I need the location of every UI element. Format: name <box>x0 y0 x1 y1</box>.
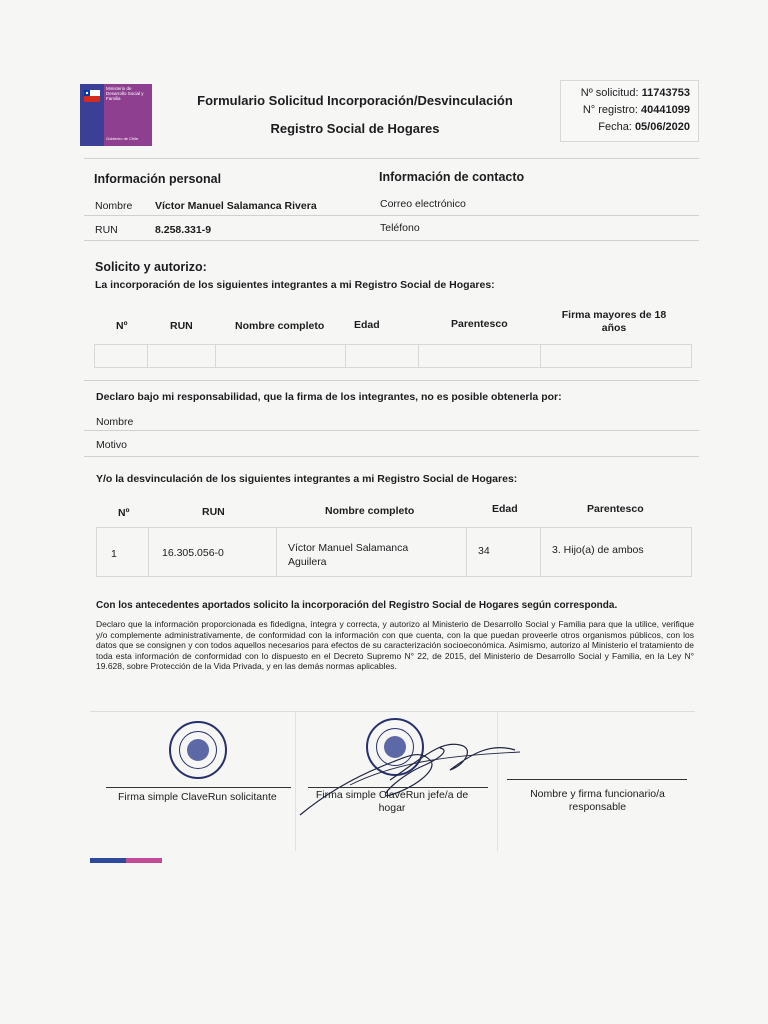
dcol-n: Nº <box>118 507 130 519</box>
chile-flag-icon <box>84 90 100 102</box>
divider <box>84 158 699 159</box>
row-nombre: Víctor Manuel Salamanca Aguilera <box>288 542 409 568</box>
solicito-heading: Solicito y autorizo: <box>95 260 207 274</box>
stamp-solicitante-icon <box>169 721 227 779</box>
dcol-run: RUN <box>202 506 225 518</box>
dcol-edad: Edad <box>492 503 518 515</box>
firma-jefe-label: Firma simple ClaveRun jefe/a de hogar <box>315 789 469 814</box>
footer-bar-blue <box>90 858 126 863</box>
form-subtitle: Registro Social de Hogares <box>270 121 440 136</box>
row-parentesco: 3. Hijo(a) de ambos <box>552 544 644 556</box>
registro-label: N° registro: <box>582 104 638 116</box>
nombre-value: Víctor Manuel Salamanca Rivera <box>155 200 317 212</box>
solicitud-value: 11743753 <box>641 87 690 99</box>
firma-solicitante-label: Firma simple ClaveRun solicitante <box>118 791 277 803</box>
col-parentesco: Parentesco <box>451 318 508 330</box>
form-title: Formulario Solicitud Incorporación/Desvinculación <box>197 93 513 108</box>
run-label: RUN <box>95 224 118 236</box>
desvinculacion-intro: Y/o la desvinculación de los siguientes integrantes a mi Registro Social de Hogares: <box>96 473 518 485</box>
firma-funcionario-label: Nombre y firma funcionario/a responsable <box>530 788 665 813</box>
footer-bar-pink <box>126 858 162 863</box>
personal-heading: Información personal <box>94 172 222 186</box>
dcol-parentesco: Parentesco <box>587 503 644 515</box>
declaro-motivo-label: Motivo <box>96 439 127 451</box>
fecha-label: Fecha: <box>598 121 632 133</box>
declaro-text: Declaro bajo mi responsabilidad, que la firma de los integrantes, no es posible obtenerla por: <box>96 391 562 403</box>
fecha-value: 05/06/2020 <box>634 121 690 133</box>
telefono-label: Teléfono <box>380 222 420 234</box>
col-firma: Firma mayores de 18 años <box>561 309 667 334</box>
solicito-intro: La incorporación de los siguientes integrantes a mi Registro Social de Hogares: <box>95 279 495 291</box>
declaro-nombre-label: Nombre <box>96 416 134 428</box>
col-n: Nº <box>116 320 128 332</box>
contacto-heading: Información de contacto <box>379 170 525 184</box>
dcol-nombre: Nombre completo <box>325 505 415 517</box>
declaracion-heading: Con los antecedentes aportados solicito la incorporación del Registro Social de Hogares según corresponda. <box>96 600 618 611</box>
correo-label: Correo electrónico <box>380 198 466 210</box>
col-nombre: Nombre completo <box>235 320 325 332</box>
declaracion-body: Declaro que la información proporcionada es fidedigna, íntegra y correcta, y autorizo al Ministerio de Desarrollo Social y Familia para que la utilice, verifique y/o complemente administrativamente, de conformidad con la información con que cuenta, con la que puedan proveerle otros organismos públicos, con los datos que se consignen y con todos aquellos necesarios para efectos de su caracterización socioeconómica. Asimismo, autorizo al Ministerio el tratamiento de toda esta información de conformidad con lo dispuesto en el Decreto Supremo N° 22, de 2015, del Ministerio de Desarrollo Social y Familia, en la Ley N° 19.628, sobre Protección de la Vida Privada, y en las demás normas aplicables. <box>96 619 694 672</box>
ministry-logo <box>80 84 152 146</box>
col-run: RUN <box>170 320 193 332</box>
incorporacion-table-row <box>94 344 692 368</box>
nombre-label: Nombre <box>95 200 133 212</box>
logo-text: Ministerio de Desarrollo Social y Familia <box>106 86 144 101</box>
solicitud-box <box>560 80 699 142</box>
row-run: 16.305.056-0 <box>162 547 224 559</box>
col-edad: Edad <box>354 319 380 331</box>
row-n: 1 <box>111 548 117 560</box>
run-value: 8.258.331-9 <box>155 224 212 236</box>
registro-value: 40441099 <box>641 104 690 116</box>
row-edad: 34 <box>478 545 490 557</box>
logo-gob: Gobierno de Chile <box>106 136 139 141</box>
solicitud-label: Nº solicitud: <box>580 87 639 99</box>
